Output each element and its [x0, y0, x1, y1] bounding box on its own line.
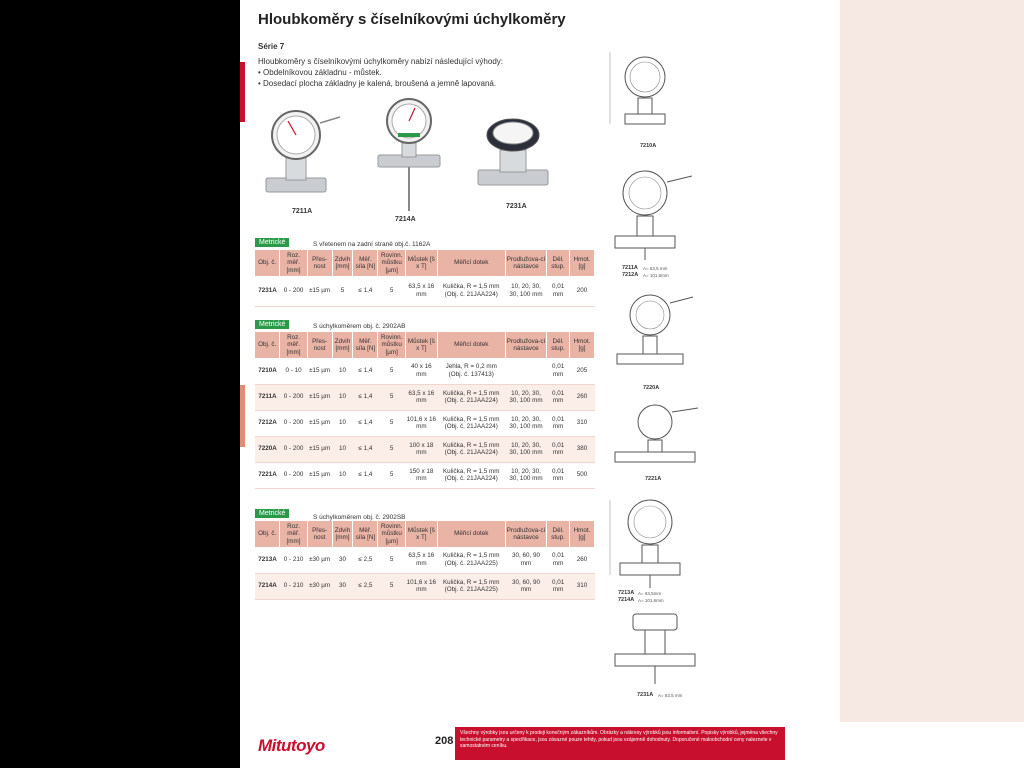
- column-header: Děl. stup.: [547, 521, 570, 547]
- column-header: Roz. měř. [mm]: [280, 332, 307, 358]
- drawing-label: 7213A: [618, 590, 635, 596]
- technical-drawing-7210A: [605, 42, 695, 142]
- table-cell: 0 - 200: [280, 384, 307, 410]
- intro-lead: Hloubkoměry s číselníkovými úchylkoměry nabízí následující výhody:: [258, 57, 503, 66]
- column-header: Hmot. [g]: [569, 332, 594, 358]
- table-row: [255, 573, 595, 599]
- drawing-sublabel: A= 101,6mm: [643, 273, 669, 278]
- column-header: Můstek [š x T]: [405, 332, 437, 358]
- drawing-label: 7220A: [643, 385, 660, 391]
- table-cell: 150 x 18 mm: [405, 462, 437, 488]
- table-cell: 260: [569, 547, 594, 573]
- section-note: S úchylkoměrem obj. č. 2902SB: [313, 514, 406, 521]
- table-row: [255, 276, 595, 306]
- table-row: [255, 358, 595, 384]
- page-number: 208: [435, 735, 454, 747]
- table-cell: ±15 µm: [307, 436, 332, 462]
- table-cell: 5: [378, 384, 406, 410]
- table-cell: 10, 20, 30, 30, 100 mm: [505, 276, 547, 306]
- order-code-cell: 7214A: [255, 573, 280, 599]
- column-header: Prodlužova-cí nástavce: [505, 521, 547, 547]
- drawing-label: 7210A: [640, 143, 657, 149]
- column-header: Zdvih [mm]: [332, 521, 353, 547]
- accent-bar: [240, 385, 245, 447]
- section-note: S úchylkoměrem obj. č. 2902AB: [313, 323, 406, 330]
- table-row: [255, 410, 595, 436]
- table-cell: Jehla, R = 0,2 mm (Obj. č. 137413): [437, 358, 505, 384]
- table-row: [255, 547, 595, 573]
- table-cell: 0 - 200: [280, 436, 307, 462]
- column-header: Hmot. [g]: [569, 250, 594, 276]
- column-header: Rovinn. můstku [µm]: [378, 250, 406, 276]
- product-image-7211A: [258, 103, 343, 203]
- order-code-cell: 7231A: [255, 276, 280, 306]
- drawing-sublabel: A= 101,6mm: [638, 598, 664, 603]
- drawing-sublabel: A= 63,5 mm: [643, 266, 668, 271]
- column-header: Můstek [š x T]: [405, 250, 437, 276]
- column-header: Děl. stup.: [547, 250, 570, 276]
- table-cell: 0 - 200: [280, 410, 307, 436]
- intro-text: [258, 56, 503, 89]
- table-cell: 10: [332, 410, 353, 436]
- drawing-sublabel: A= 63,5 mm: [658, 693, 683, 698]
- table-row: [255, 462, 595, 488]
- section-tag: Metrické: [255, 509, 289, 518]
- table-cell: 30, 60, 90 mm: [505, 573, 547, 599]
- table-cell: ≤ 1,4: [353, 410, 378, 436]
- table-row: [255, 384, 595, 410]
- table-cell: 10: [332, 384, 353, 410]
- table-cell: Kulička, R = 1,5 mm (Obj. č. 21JAA225): [437, 547, 505, 573]
- order-code-cell: 7211A: [255, 384, 280, 410]
- column-header: Přes-nost: [307, 521, 332, 547]
- column-header: Zdvih [mm]: [332, 332, 353, 358]
- technical-drawing-7213A: [605, 492, 705, 590]
- column-header: Měř. síla [N]: [353, 250, 378, 276]
- spec-table: [255, 250, 595, 307]
- table-cell: 500: [569, 462, 594, 488]
- table-cell: 310: [569, 410, 594, 436]
- column-header: Měřicí dotek: [437, 521, 505, 547]
- table-cell: 205: [569, 358, 594, 384]
- product-image-7231A: [472, 115, 557, 200]
- column-header: Obj. č.: [255, 332, 280, 358]
- order-code-cell: 7212A: [255, 410, 280, 436]
- table-cell: Kulička, R = 1,5 mm (Obj. č. 21JAA224): [437, 436, 505, 462]
- column-header: Obj. č.: [255, 250, 280, 276]
- table-cell: ≤ 1,4: [353, 462, 378, 488]
- table-cell: ±15 µm: [307, 384, 332, 410]
- column-header: Roz. měř. [mm]: [280, 250, 307, 276]
- table-cell: 10, 20, 30, 30, 100 mm: [505, 462, 547, 488]
- table-cell: 101,6 x 16 mm: [405, 573, 437, 599]
- table-cell: 310: [569, 573, 594, 599]
- column-header: Přes-nost: [307, 332, 332, 358]
- table-cell: 260: [569, 384, 594, 410]
- table-row: [255, 436, 595, 462]
- table-cell: 0,01 mm: [547, 573, 570, 599]
- intro-bullet: • Obdelníkovou základnu - můstek.: [258, 68, 382, 77]
- table-cell: ≤ 1,4: [353, 436, 378, 462]
- product-label: 7231A: [506, 203, 527, 210]
- table-cell: 10, 20, 30, 30, 100 mm: [505, 384, 547, 410]
- drawing-label: 7212A: [622, 272, 639, 278]
- technical-drawing-7220A: [605, 285, 700, 385]
- table-cell: 100 x 18 mm: [405, 436, 437, 462]
- section-tag: Metrické: [255, 238, 289, 247]
- table-cell: 0,01 mm: [547, 410, 570, 436]
- table-cell: ≤ 1,4: [353, 276, 378, 306]
- technical-drawing-7221A: [610, 400, 705, 475]
- table-cell: 10: [332, 358, 353, 384]
- drawing-label: 7221A: [645, 476, 662, 482]
- column-header: Rovinn. můstku [µm]: [378, 332, 406, 358]
- drawing-label: 7231A: [637, 692, 654, 698]
- column-header: Prodlužova-cí nástavce: [505, 250, 547, 276]
- table-cell: Kulička, R = 1,5 mm (Obj. č. 21JAA224): [437, 384, 505, 410]
- drawings-panel: [840, 0, 1024, 722]
- section-tag: Metrické: [255, 320, 289, 329]
- technical-drawing-7211A: [600, 158, 700, 263]
- table-cell: 0 - 210: [280, 547, 307, 573]
- table-cell: 0 - 200: [280, 462, 307, 488]
- table-cell: 5: [378, 547, 406, 573]
- table-cell: 10, 20, 30, 30, 100 mm: [505, 410, 547, 436]
- table-cell: ±30 µm: [307, 547, 332, 573]
- table-cell: [505, 358, 547, 384]
- table-cell: ±30 µm: [307, 573, 332, 599]
- table-cell: 30: [332, 573, 353, 599]
- column-header: Měř. síla [N]: [353, 521, 378, 547]
- table-cell: 380: [569, 436, 594, 462]
- column-header: Měř. síla [N]: [353, 332, 378, 358]
- column-header: Měřicí dotek: [437, 332, 505, 358]
- table-cell: 0 - 200: [280, 276, 307, 306]
- brand-logo: Mitutoyo: [258, 736, 325, 755]
- table-header-row: [255, 332, 595, 358]
- page-title: Hloubkoměry s číselníkovými úchylkoměry: [258, 11, 566, 28]
- table-cell: 5: [378, 573, 406, 599]
- table-cell: ±15 µm: [307, 462, 332, 488]
- table-cell: Kulička, R = 1,5 mm (Obj. č. 21JAA224): [437, 410, 505, 436]
- column-header: Zdvih [mm]: [332, 250, 353, 276]
- table-cell: 30: [332, 547, 353, 573]
- catalog-page: [240, 0, 1024, 768]
- product-label: 7211A: [292, 208, 313, 215]
- spec-table: [255, 521, 595, 600]
- table-cell: 0,01 mm: [547, 462, 570, 488]
- table-cell: 0 - 10: [280, 358, 307, 384]
- order-code-cell: 7221A: [255, 462, 280, 488]
- column-header: Děl. stup.: [547, 332, 570, 358]
- table-cell: 10: [332, 462, 353, 488]
- table-cell: ≤ 2,5: [353, 573, 378, 599]
- table-cell: ≤ 1,4: [353, 384, 378, 410]
- table-cell: 10, 20, 30, 30, 100 mm: [505, 436, 547, 462]
- table-cell: 10: [332, 436, 353, 462]
- table-cell: 63,5 x 16 mm: [405, 384, 437, 410]
- table-cell: 5: [378, 436, 406, 462]
- column-header: Obj. č.: [255, 521, 280, 547]
- product-image-7214A: [370, 95, 450, 215]
- table-cell: ≤ 1,4: [353, 358, 378, 384]
- drawing-label: 7214A: [618, 597, 635, 603]
- table-cell: 0,01 mm: [547, 384, 570, 410]
- table-cell: 0,01 mm: [547, 358, 570, 384]
- table-header-row: [255, 250, 595, 276]
- section-note: S vřetenem na zadní straně obj.č. 1162A: [313, 241, 431, 248]
- order-code-cell: 7220A: [255, 436, 280, 462]
- table-cell: 5: [378, 410, 406, 436]
- table-cell: ±15 µm: [307, 276, 332, 306]
- table-cell: Kulička, R = 1,5 mm (Obj. č. 21JAA225): [437, 573, 505, 599]
- table-cell: Kulička, R = 1,5 mm (Obj. č. 21JAA224): [437, 276, 505, 306]
- accent-bar: [240, 62, 245, 122]
- column-header: Prodlužova-cí nástavce: [505, 332, 547, 358]
- table-cell: 101,6 x 16 mm: [405, 410, 437, 436]
- column-header: Roz. měř. [mm]: [280, 521, 307, 547]
- table-cell: 40 x 16 mm: [405, 358, 437, 384]
- table-cell: 5: [332, 276, 353, 306]
- table-cell: Kulička, R = 1,5 mm (Obj. č. 21JAA224): [437, 462, 505, 488]
- table-cell: 5: [378, 276, 406, 306]
- spec-table: [255, 332, 595, 489]
- table-cell: 0,01 mm: [547, 276, 570, 306]
- table-cell: 5: [378, 462, 406, 488]
- order-code-cell: 7213A: [255, 547, 280, 573]
- product-label: 7214A: [395, 216, 416, 223]
- intro-bullet: • Dosedací plocha základny je kalená, broušená a jemně lapovaná.: [258, 79, 497, 88]
- column-header: Měřicí dotek: [437, 250, 505, 276]
- table-cell: ±15 µm: [307, 410, 332, 436]
- table-cell: 30, 60, 90 mm: [505, 547, 547, 573]
- table-cell: 5: [378, 358, 406, 384]
- table-cell: ≤ 2,5: [353, 547, 378, 573]
- table-header-row: [255, 521, 595, 547]
- column-header: Hmot. [g]: [569, 521, 594, 547]
- table-cell: 63,5 x 16 mm: [405, 276, 437, 306]
- table-cell: ±15 µm: [307, 358, 332, 384]
- drawing-label: 7211A: [622, 265, 638, 271]
- column-header: Rovinn. můstku [µm]: [378, 521, 406, 547]
- table-cell: 63,5 x 16 mm: [405, 547, 437, 573]
- order-code-cell: 7210A: [255, 358, 280, 384]
- column-header: Můstek [š x T]: [405, 521, 437, 547]
- table-cell: 0,01 mm: [547, 547, 570, 573]
- table-cell: 0,01 mm: [547, 436, 570, 462]
- column-header: Přes-nost: [307, 250, 332, 276]
- table-cell: 200: [569, 276, 594, 306]
- table-cell: 0 - 210: [280, 573, 307, 599]
- drawing-sublabel: A= 63,5mm: [638, 591, 662, 596]
- disclaimer-box: Všechny výrobky jsou určeny k prodeji konečným zákazníkům. Obrázky a nákresy výrobků jsou informativní. Popisky výrobků, jejména všechny technické parametry a specifikace, jsou závazné pouze tehdy, pokud jsou vzájemně dohodnuty. Doporučené maloobchodní ceny naleznete v samostatném ceníku.: [455, 727, 785, 760]
- technical-drawing-7231A: [605, 606, 705, 691]
- series-label: Série 7: [258, 42, 285, 51]
